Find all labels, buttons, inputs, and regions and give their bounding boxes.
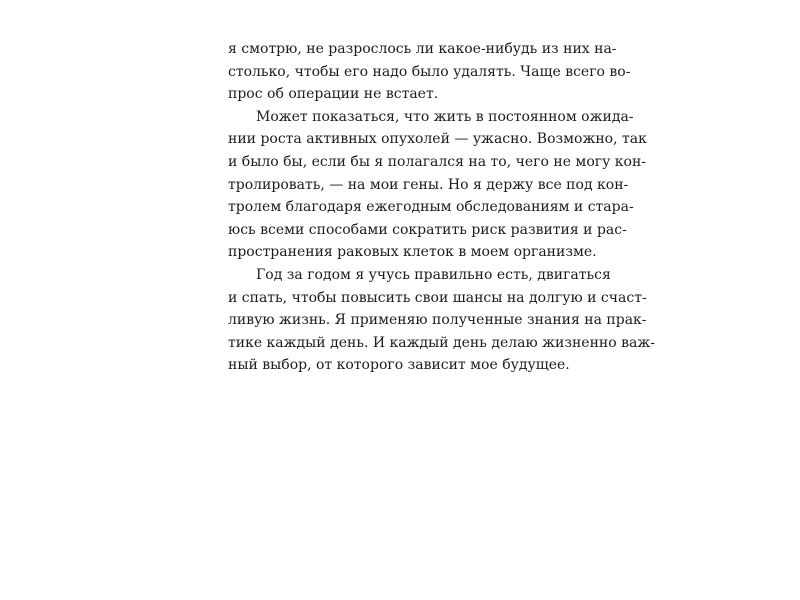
- text-line: Год за годом я учусь правильно есть, двигаться: [256, 266, 611, 283]
- text-line: тролем благодаря ежегодным обследованиям и стара-: [228, 199, 634, 216]
- text-line: прос об операции не встает.: [228, 86, 439, 103]
- text-line: и спать, чтобы повысить свои шансы на долгую и счаст-: [228, 289, 647, 306]
- text-line: и было бы, если бы я полагался на то, чего не могу кон-: [228, 153, 647, 170]
- text-line: ный выбор, от которого зависит мое будущее.: [228, 357, 570, 374]
- text-line: юсь всеми способами сократить риск развития и рас-: [228, 221, 627, 238]
- body-text: [228, 38, 655, 377]
- text-line: тролировать, — на мои гены. Но я держу все под кон-: [228, 176, 629, 193]
- text-line: ливую жизнь. Я применяю полученные знания на прак-: [228, 312, 647, 329]
- text-line: я смотрю, не разрослось ли какое-нибудь из них на-: [228, 41, 617, 57]
- text-line: тике каждый день. И каждый день делаю жизненно важ-: [228, 334, 655, 351]
- text-line: столько, чтобы его надо было удалять. Чаще всего во-: [228, 63, 631, 80]
- text-line: Может показаться, что жить в постоянном ожида-: [256, 108, 634, 125]
- text-line: нии роста активных опухолей — ужасно. Возможно, так: [228, 131, 647, 148]
- text-line: пространения раковых клеток в моем организме.: [228, 244, 597, 261]
